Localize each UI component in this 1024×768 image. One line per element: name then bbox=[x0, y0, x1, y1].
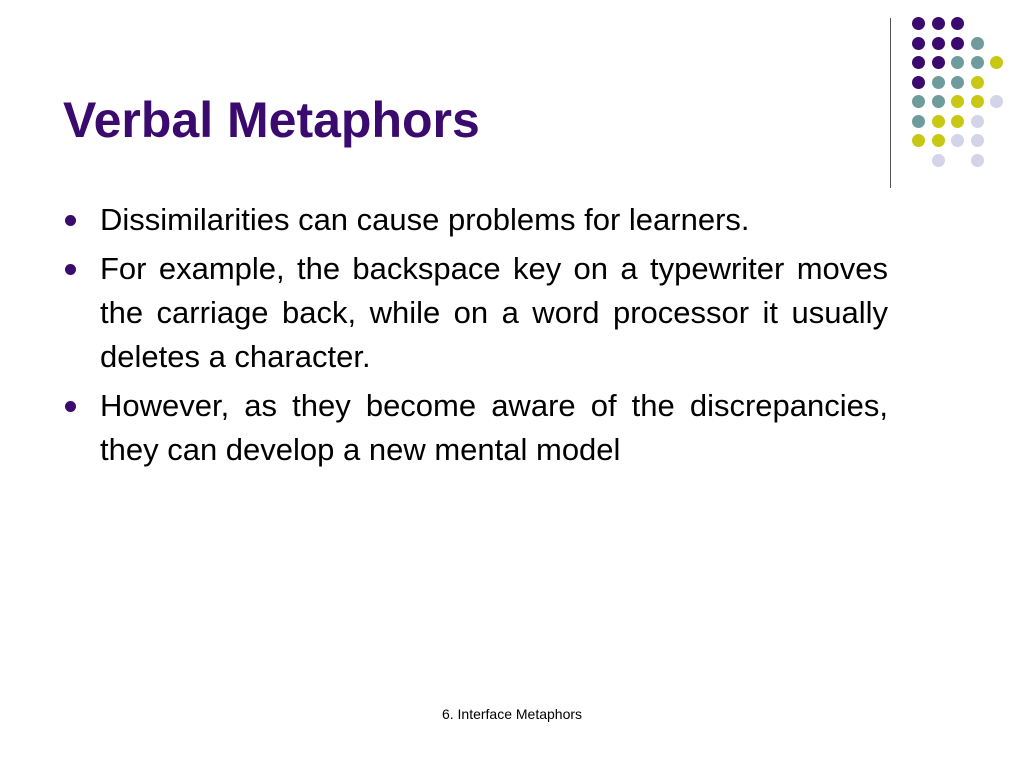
decorative-dot bbox=[971, 134, 984, 147]
decorative-dot bbox=[951, 95, 964, 108]
bullet-item bbox=[62, 198, 888, 242]
decorative-dot bbox=[932, 56, 945, 69]
decorative-dot bbox=[932, 134, 945, 147]
slide-footer: 6. Interface Metaphors bbox=[441, 706, 583, 722]
decorative-dot bbox=[951, 17, 964, 30]
decorative-dot bbox=[971, 56, 984, 69]
decorative-dot bbox=[912, 134, 925, 147]
decorative-dot bbox=[932, 37, 945, 50]
decorative-dot bbox=[912, 56, 925, 69]
decorative-dot bbox=[932, 154, 945, 167]
bullet-item bbox=[62, 384, 888, 472]
decorative-dot bbox=[951, 134, 964, 147]
decorative-dot bbox=[951, 37, 964, 50]
decorative-dot bbox=[932, 95, 945, 108]
bullet-item bbox=[62, 247, 888, 379]
slide-title: Verbal Metaphors bbox=[63, 92, 480, 148]
bullet-text: However, as they become aware of the discrepancies, they can develop a new mental model bbox=[100, 388, 888, 467]
decorative-dot bbox=[971, 154, 984, 167]
decorative-dot bbox=[971, 37, 984, 50]
bullet-dot-icon bbox=[65, 215, 76, 226]
decorative-dot bbox=[971, 115, 984, 128]
decorative-dot bbox=[912, 95, 925, 108]
decorative-dot bbox=[990, 95, 1003, 108]
decorative-dot bbox=[971, 76, 984, 89]
bullet-text: Dissimilarities can cause problems for learners. bbox=[100, 202, 750, 237]
decorative-dot bbox=[932, 76, 945, 89]
title-divider-line bbox=[890, 18, 891, 188]
decorative-dot bbox=[912, 37, 925, 50]
bullet-text: For example, the backspace key on a typewriter moves the carriage back, while on a word processor it usually deletes a character. bbox=[100, 251, 888, 374]
bullet-dot-icon bbox=[65, 401, 76, 412]
bullet-list bbox=[62, 198, 888, 477]
decorative-dot bbox=[951, 76, 964, 89]
decorative-dot bbox=[971, 95, 984, 108]
decorative-dot bbox=[912, 115, 925, 128]
decorative-dot bbox=[932, 115, 945, 128]
decorative-dot bbox=[932, 17, 945, 30]
decorative-dot bbox=[951, 56, 964, 69]
bullet-dot-icon bbox=[65, 264, 76, 275]
decorative-dot bbox=[951, 115, 964, 128]
decorative-dot bbox=[912, 17, 925, 30]
decorative-dot bbox=[912, 76, 925, 89]
decorative-dot bbox=[990, 56, 1003, 69]
